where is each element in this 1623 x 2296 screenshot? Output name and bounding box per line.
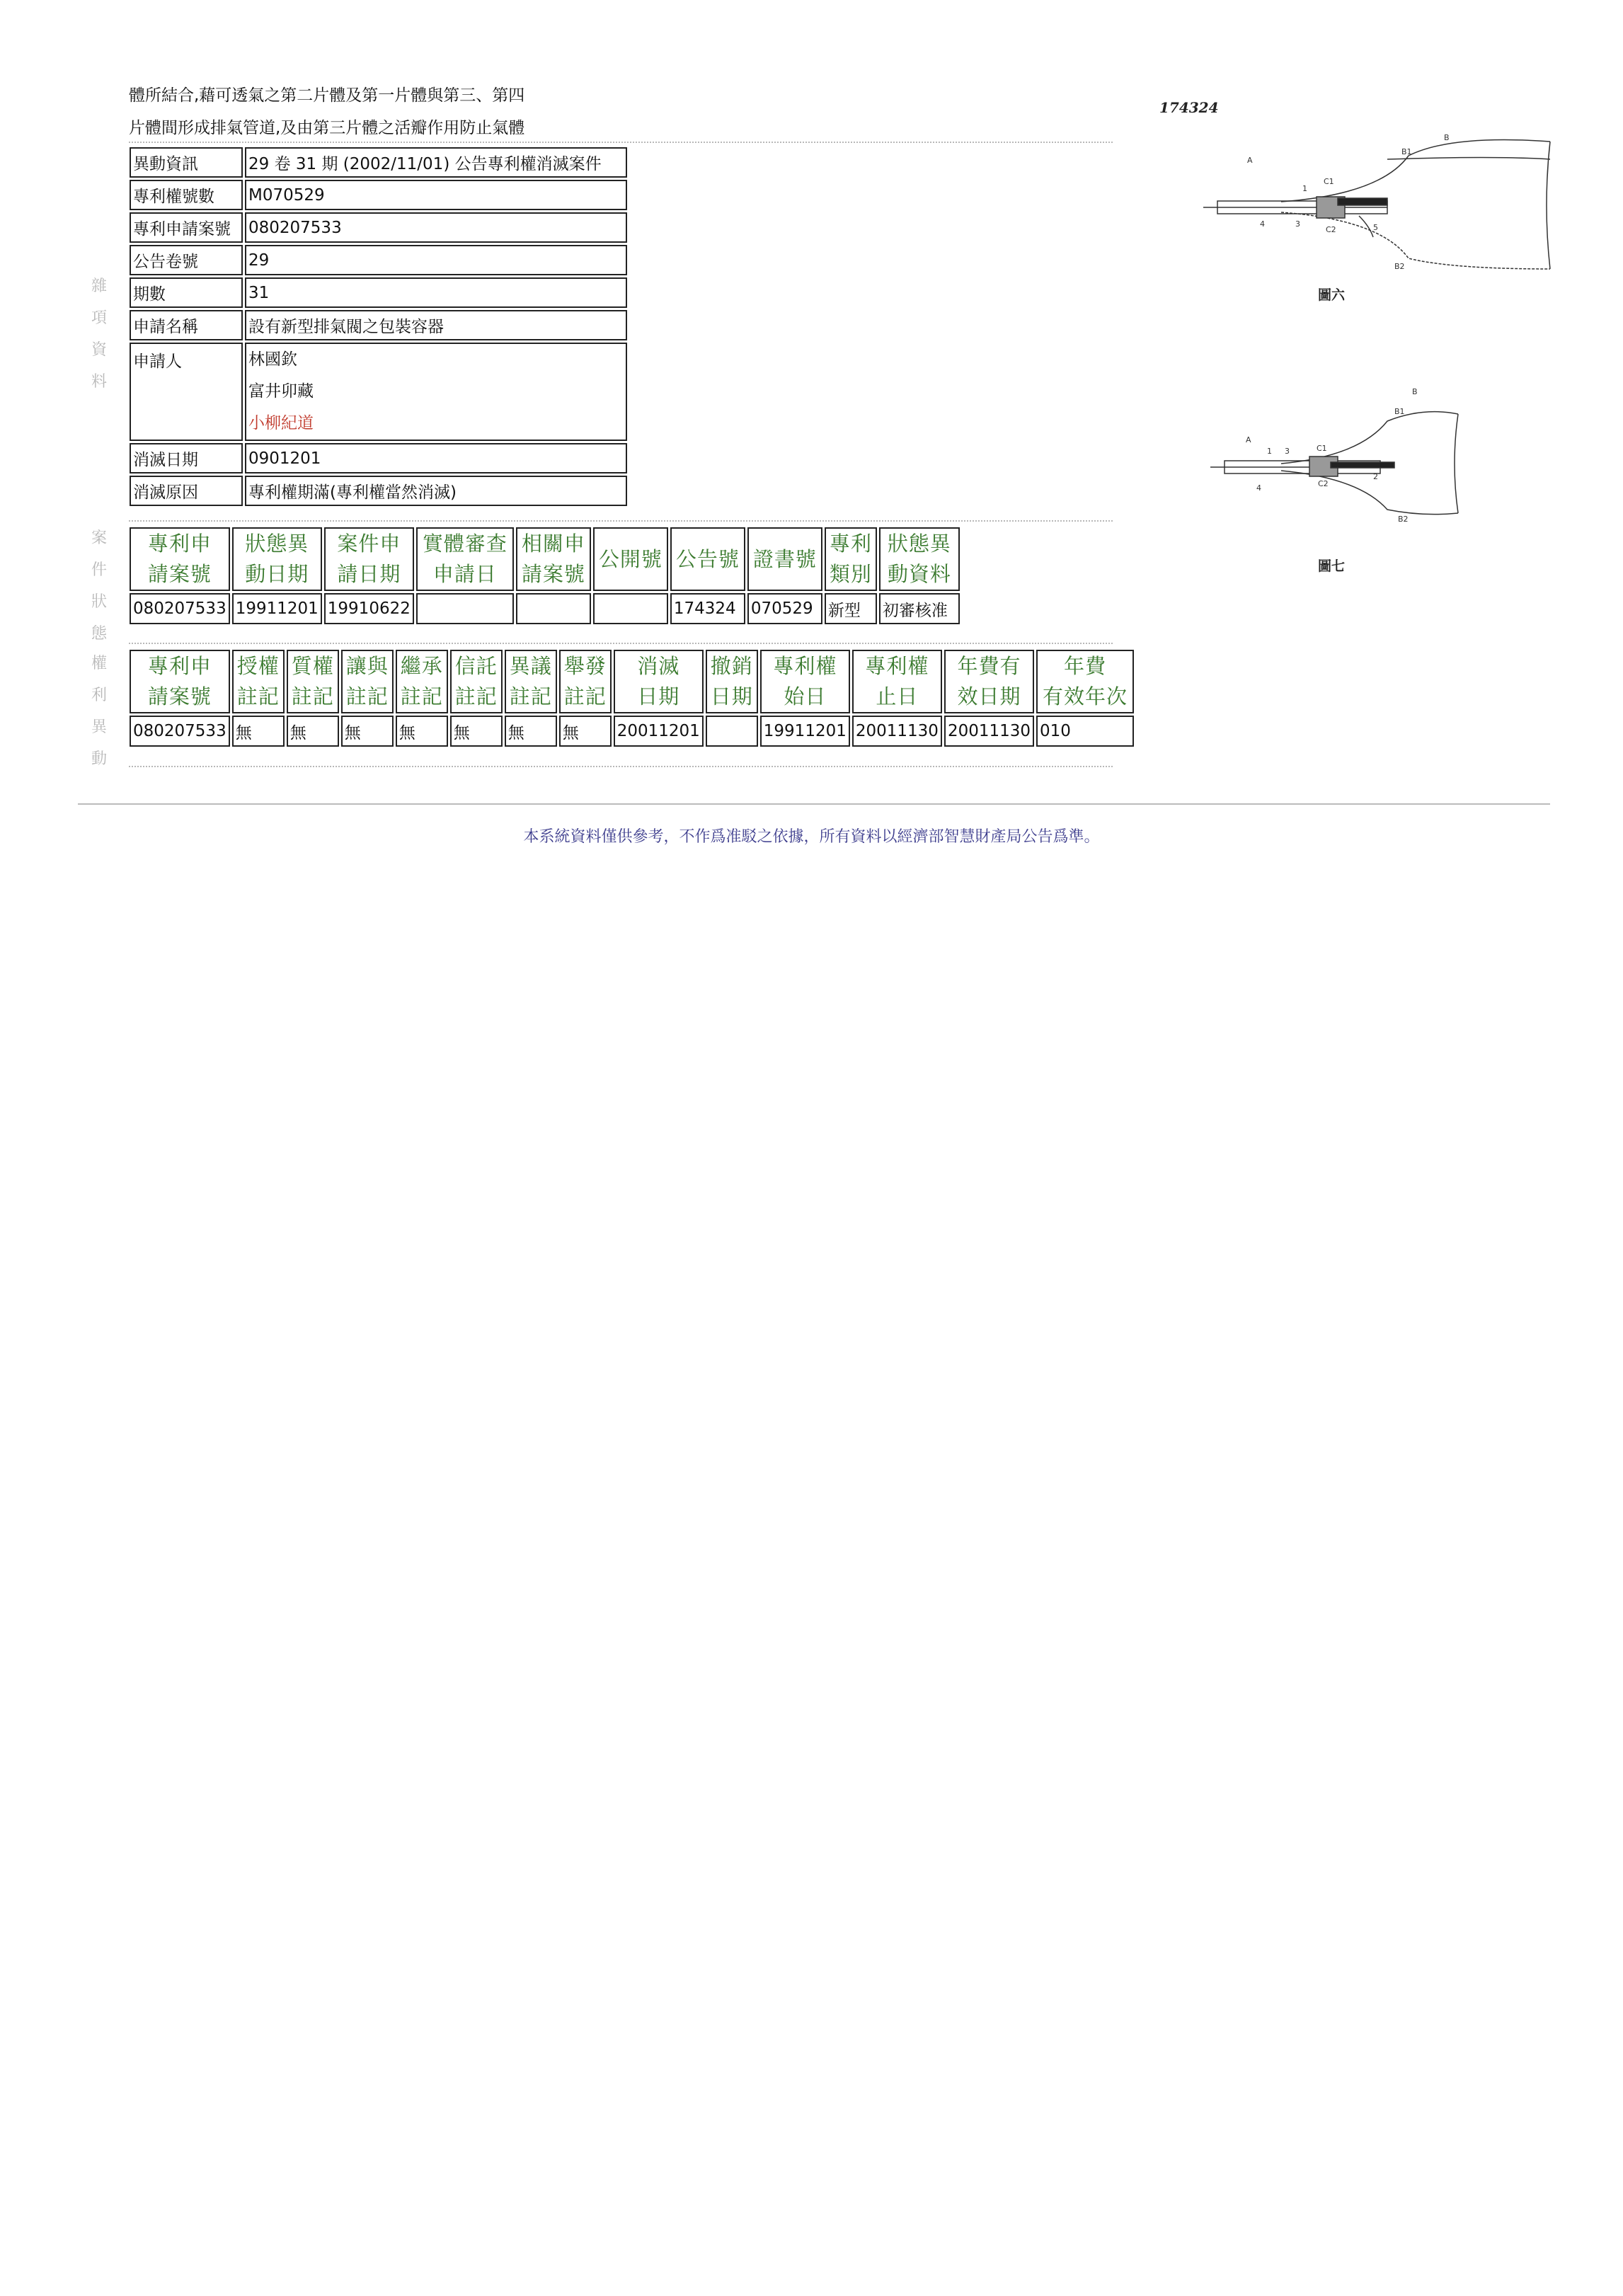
applicant-label: 申請人 — [130, 343, 243, 441]
field-value: 專利權期滿(專利權當然消滅) — [245, 476, 627, 506]
column-header: 撤銷 日期 — [706, 650, 758, 713]
field-value: 080207533 — [245, 212, 627, 243]
case-status-table — [127, 525, 962, 626]
svg-text:B2: B2 — [1398, 515, 1409, 524]
table-cell: 19911201 — [760, 716, 850, 747]
table-cell: 無 — [559, 716, 612, 747]
column-header: 狀態異 動資料 — [879, 527, 960, 591]
table-cell: 080207533 — [130, 716, 230, 747]
table-cell — [593, 593, 668, 624]
table-row — [130, 310, 627, 340]
column-header: 異議 註記 — [505, 650, 557, 713]
field-value: 設有新型排氣閥之包裝容器 — [245, 310, 627, 340]
table-header-row — [130, 527, 960, 591]
field-label: 異動資訊 — [130, 147, 243, 178]
column-header: 狀態異 動日期 — [232, 527, 322, 591]
field-value: 29 卷 31 期 (2002/11/01) 公告專利權消滅案件 — [245, 147, 627, 178]
figure-6-caption: 圖六 — [1318, 287, 1346, 303]
abstract-text — [129, 79, 1113, 144]
abstract-line-1: 體所結合,藉可透氣之第二片體及第一片體與第三、第四 — [129, 86, 525, 105]
table-cell: 20011130 — [944, 716, 1034, 747]
svg-text:4: 4 — [1260, 219, 1265, 229]
field-label: 消滅原因 — [130, 476, 243, 506]
table-row — [130, 593, 960, 624]
figure-7-caption: 圖七 — [1318, 558, 1346, 574]
table-cell: 174324 — [670, 593, 745, 624]
table-cell: 19910622 — [324, 593, 414, 624]
figure-7-drawing — [1196, 386, 1557, 549]
applicant-list — [245, 343, 627, 441]
column-header: 案件申 請日期 — [324, 527, 414, 591]
column-header: 信託 註記 — [450, 650, 503, 713]
patent-number-label: 174324 — [1159, 99, 1219, 116]
field-value: M070529 — [245, 180, 627, 210]
column-header: 年費 有效年次 — [1036, 650, 1134, 713]
svg-text:B1: B1 — [1401, 147, 1412, 156]
side-label-rights: 權 利 異 動 — [91, 655, 107, 768]
column-header: 舉發 註記 — [559, 650, 612, 713]
column-header: 消滅 日期 — [614, 650, 704, 713]
table-row — [130, 212, 627, 243]
disclaimer-footer: 本系統資料僅供參考，不作爲准駁之依據，所有資料以經濟部智慧財產局公告爲準。 — [523, 828, 1100, 846]
table-cell — [516, 593, 591, 624]
field-label: 期數 — [130, 277, 243, 308]
side-label-status: 案 件 狀 態 — [91, 529, 107, 643]
table-cell: 無 — [287, 716, 339, 747]
table-cell: 無 — [341, 716, 394, 747]
table-cell: 初審核准 — [879, 593, 960, 624]
column-header: 專利 類別 — [825, 527, 877, 591]
field-value: 0901201 — [245, 443, 627, 473]
divider — [129, 766, 1113, 767]
applicant-name: 小柳紀道 — [248, 414, 314, 432]
divider — [129, 142, 1113, 143]
column-header: 專利申 請案號 — [130, 527, 230, 591]
table-cell: 無 — [450, 716, 503, 747]
svg-text:C2: C2 — [1318, 479, 1329, 488]
table-row — [130, 245, 627, 275]
table-cell: 20011201 — [614, 716, 704, 747]
table-cell: 無 — [396, 716, 448, 747]
side-label-misc: 雜 項 資 料 — [91, 277, 107, 391]
column-header: 專利權 止日 — [852, 650, 942, 713]
svg-text:3: 3 — [1295, 219, 1300, 229]
svg-text:1: 1 — [1267, 447, 1272, 456]
column-header: 實體審查 申請日 — [416, 527, 514, 591]
column-header: 年費有 效日期 — [944, 650, 1034, 713]
field-label: 申請名稱 — [130, 310, 243, 340]
applicant-name: 林國欽 — [248, 350, 297, 369]
figure-6-drawing — [1196, 127, 1557, 290]
table-row — [130, 180, 627, 210]
patent-info-table — [127, 145, 629, 508]
svg-text:B2: B2 — [1394, 262, 1405, 271]
svg-text:5: 5 — [1373, 223, 1378, 232]
field-label: 專利申請案號 — [130, 212, 243, 243]
table-cell: 20011130 — [852, 716, 942, 747]
svg-text:1: 1 — [1302, 184, 1307, 193]
field-value: 31 — [245, 277, 627, 308]
footer-divider — [78, 803, 1550, 805]
applicant-name: 富井卯藏 — [248, 382, 314, 401]
column-header: 證書號 — [747, 527, 822, 591]
table-cell: 無 — [505, 716, 557, 747]
table-cell: 無 — [232, 716, 285, 747]
table-cell: 080207533 — [130, 593, 230, 624]
table-row — [130, 716, 1134, 747]
svg-text:B1: B1 — [1394, 407, 1405, 416]
column-header: 專利申 請案號 — [130, 650, 230, 713]
field-label: 專利權號數 — [130, 180, 243, 210]
field-value: 29 — [245, 245, 627, 275]
table-row — [130, 277, 627, 308]
table-cell — [706, 716, 758, 747]
column-header: 專利權 始日 — [760, 650, 850, 713]
rights-change-table — [127, 648, 1136, 749]
svg-text:C1: C1 — [1324, 177, 1334, 186]
svg-text:A: A — [1247, 156, 1253, 165]
svg-text:4: 4 — [1256, 483, 1261, 493]
column-header: 繼承 註記 — [396, 650, 448, 713]
table-cell: 070529 — [747, 593, 822, 624]
svg-text:3: 3 — [1285, 447, 1290, 456]
svg-text:C1: C1 — [1317, 444, 1327, 453]
column-header: 質權 註記 — [287, 650, 339, 713]
table-cell — [416, 593, 514, 624]
column-header: 讓與 註記 — [341, 650, 394, 713]
svg-text:B: B — [1412, 387, 1418, 396]
abstract-line-2: 片體間形成排氣管道,及由第三片體之活瓣作用防止氣體 — [129, 119, 525, 137]
table-row — [130, 443, 627, 473]
svg-text:C2: C2 — [1326, 225, 1336, 234]
divider — [129, 520, 1113, 522]
column-header: 公開號 — [593, 527, 668, 591]
table-header-row — [130, 650, 1134, 713]
table-row — [130, 476, 627, 506]
divider — [129, 643, 1113, 644]
table-row — [130, 147, 627, 178]
table-cell: 新型 — [825, 593, 877, 624]
table-cell: 010 — [1036, 716, 1134, 747]
column-header: 授權 註記 — [232, 650, 285, 713]
svg-text:B: B — [1444, 133, 1450, 142]
field-label: 消滅日期 — [130, 443, 243, 473]
svg-text:2: 2 — [1373, 472, 1378, 481]
table-cell: 19911201 — [232, 593, 322, 624]
column-header: 相關申 請案號 — [516, 527, 591, 591]
table-row — [130, 343, 627, 441]
column-header: 公告號 — [670, 527, 745, 591]
field-label: 公告卷號 — [130, 245, 243, 275]
svg-text:A: A — [1246, 435, 1251, 444]
